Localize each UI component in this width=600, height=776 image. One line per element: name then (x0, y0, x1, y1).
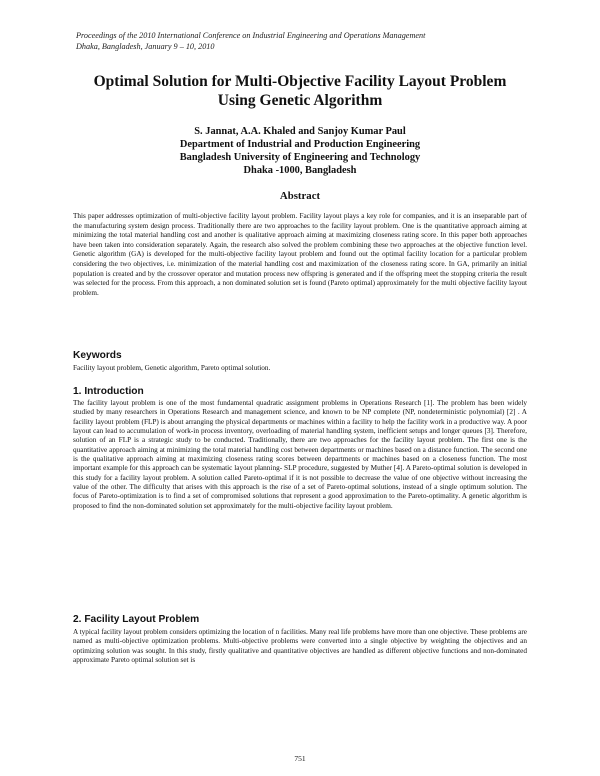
keywords-heading: Keywords (73, 350, 122, 361)
running-head-conference: Proceedings of the 2010 International Conference on Industrial Engineering and Operations Management (76, 31, 426, 40)
abstract-heading: Abstract (279, 190, 321, 202)
author-names: S. Jannat, A.A. Khaled and Sanjoy Kumar Paul (194, 126, 406, 137)
introduction-heading: 1. Introduction (73, 386, 144, 397)
introduction-body: The facility layout problem is one of the most fundamental quadratic assignment problems in Operations Research [1]. The problem has been widely studied by many researchers in Operations Research and management science, and known to be NP complete (NP, nondeterministic polynomial) [2] . A facility layout problem (FLP) is about arranging the physical departments or machines within a facility to help the facility work in a productive way. A poor layout can lead to accumulation of work-in process inventory, overloading of material handling system, inefficient setups and longer queues [3]. Therefore, solution of an FLP is a strategic study to be conducted. Traditionally, there are two approaches for the facility layout problem. The first one is the quantitative approach aiming at minimizing the total material handling cost between departments or machines based on a distance function. The second one is the qualitative approach aiming at maximizing closeness rating scores between departments or machines based on a closeness function. The most important example for this approach can be systematic layout planning- SLP procedure, suggested by Muther [4]. A Pareto-optimal solution is developed in this study for a facility layout problem. A solution called Pareto-optimal if it is not possible to decrease the value of one objective without increasing the value of the other. The difficulty that arises with this approach is the rise of a set of Pareto-optimal solutions, instead of a single optimum solution. The focus of Pareto-optimization is to find a set of compromised solutions that represent a good approximation to the Pareto-optimality. A genetic algorithm is proposed to find the non-dominated solution set approximately for the multi-objective facility layout problem. (73, 399, 527, 510)
author-department: Department of Industrial and Production Engineering (179, 139, 421, 150)
paper-title-line-2: Using Genetic Algorithm (217, 92, 383, 109)
section-2-body: A typical facility layout problem considers optimizing the location of n facilities. Many real life problems have more than one objective. These problems are named as multi-objective optimization problems. Multi-objective problems were converted into a single objective by weighting the objectives and an optimizing solution was sought. In this study, firstly qualitative and quantitative objectives are handled as different objective functions and non-dominated approximate Pareto optimal solution set is (73, 628, 527, 665)
running-head (76, 30, 526, 52)
author-university: Bangladesh University of Engineering and Technology (179, 152, 421, 163)
running-head-location-date: Dhaka, Bangladesh, January 9 – 10, 2010 (76, 42, 215, 51)
author-location: Dhaka -1000, Bangladesh (243, 165, 357, 176)
keywords-body: Facility layout problem, Genetic algorithm, Pareto optimal solution. (73, 364, 271, 372)
paper-title (40, 72, 560, 110)
page-number: 751 (294, 754, 306, 763)
abstract-body: This paper addresses optimization of multi-objective facility layout problem. Facility layout plays a key role for companies, and it is an inseparable part of the manufacturing system design process. Traditionally there are two approaches to the facility layout problem. One is the quantitative approach aiming at minimizing the total material handling cost and another is qualitative approach aiming at maximizing closeness rating score. In this paper both approaches have been taken into consideration separately. Again, the research also solved the problem combining these two approaches at the objective function level. Genetic algorithm (GA) is developed for the multi-objective facility layout problem and found out the optimal facility location for a particular problem considering the two objectives, i.e. minimization of the material handling cost and maximization of the closeness rating score. In GA, primarily an initial population is created and by the crossover operator and mutation process new offspring is generated and if the offspring meet the stopping criteria the result was selected for the process. From this approach, a non dominated solution set is found (Pareto optimal) approximately for the multi objective facility layout problem. (73, 212, 527, 297)
author-block (60, 125, 540, 177)
section-2-heading: 2. Facility Layout Problem (73, 614, 200, 625)
paper-title-line-1: Optimal Solution for Multi-Objective Facility Layout Problem (93, 73, 507, 90)
